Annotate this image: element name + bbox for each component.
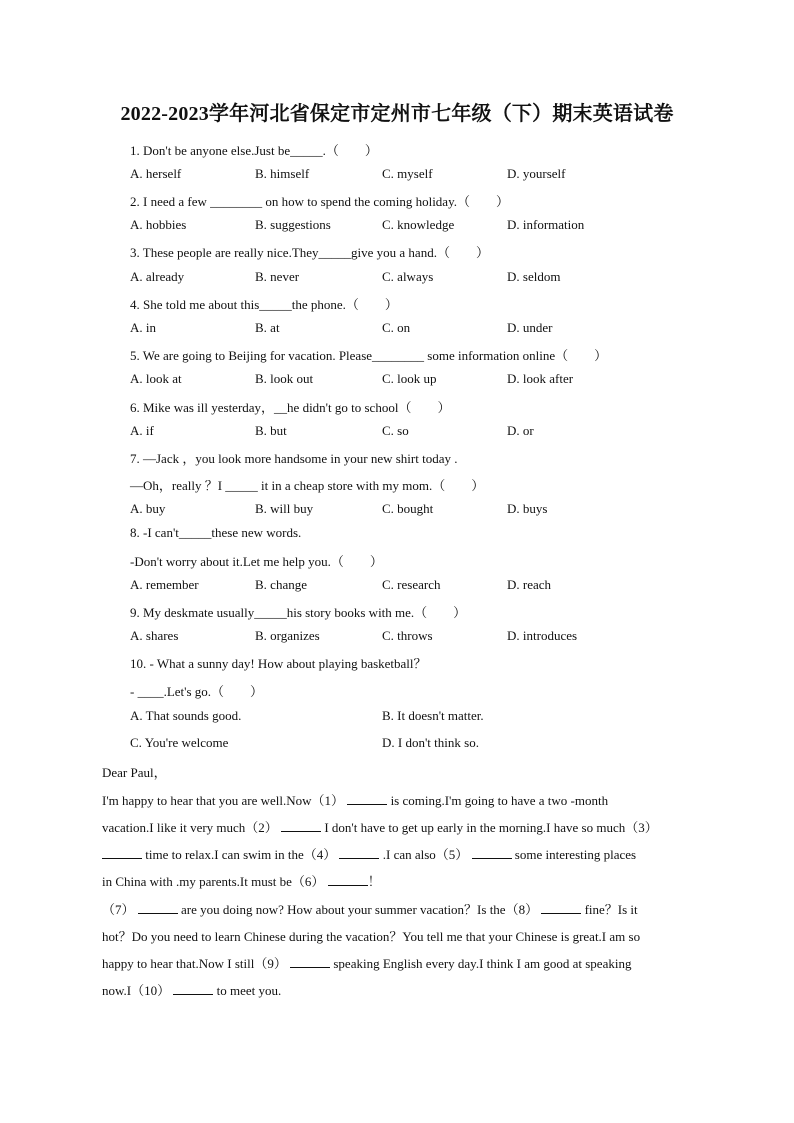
question-4-option-c: C. on (382, 320, 411, 335)
question-7-stem-continued: —Oh，really ？I _____ it in a cheap store with my mom.（ ） (130, 478, 485, 493)
passage-text: to meet you. (213, 983, 282, 998)
question-10-stem: 10. - What a sunny day! How about playing basketball？ (130, 656, 427, 671)
question-3-option-c: C. always (382, 269, 434, 284)
question-2-option-b: B. suggestions (255, 217, 331, 232)
question-6-option-a: A. if (130, 423, 154, 438)
passage-text: are you doing now? How about your summer vacation？Is the（8） (177, 902, 542, 917)
question-7-option-b: B. will buy (255, 501, 314, 516)
question-8-option-d: D. reach (507, 577, 552, 592)
fill-in-blank (138, 902, 178, 914)
question-7-stem: 7. —Jack ，you look more handsome in your new shirt today . (130, 451, 458, 466)
passage-text: .I can also（5） (379, 847, 472, 862)
passage-text: hot？Do you need to learn Chinese during the vacation？You tell me that your Chinese is great.I am so (102, 929, 641, 944)
passage-text: time to relax.I can swim in the（4） (142, 847, 340, 862)
fill-in-blank (281, 820, 321, 832)
question-2-option-d: D. information (507, 217, 585, 232)
question-7-option-d: D. buys (507, 501, 548, 516)
passage-line (102, 817, 658, 836)
question-4-option-b: B. at (255, 320, 280, 335)
question-5-option-d: D. look after (507, 371, 574, 386)
passage-text: happy to hear that.Now I still（9） (102, 956, 291, 971)
question-2-stem: 2. I need a few ________ on how to spend the coming holiday.（ ） (130, 194, 509, 209)
question-7-option-c: C. bought (382, 501, 434, 516)
question-1-option-a: A. herself (130, 166, 182, 181)
question-8-option-c: C. research (382, 577, 441, 592)
question-9-option-c: C. throws (382, 628, 433, 643)
question-6-option-d: D. or (507, 423, 534, 438)
passage-text: vacation.I like it very much（2） (102, 820, 282, 835)
passage-line (102, 790, 608, 809)
passage-text: speaking English every day.I think I am good at speaking (330, 956, 632, 971)
passage-text: ！ (367, 874, 381, 889)
question-5-option-a: A. look at (130, 371, 182, 386)
fill-in-blank (339, 847, 379, 859)
question-1-stem: 1. Don't be anyone else.Just be_____.（ ） (130, 143, 378, 158)
question-2-option-a: A. hobbies (130, 217, 187, 232)
fill-in-blank (102, 847, 142, 859)
question-4-option-d: D. under (507, 320, 553, 335)
passage-text: is coming.I'm going to have a two -month (387, 793, 609, 808)
question-5-option-b: B. look out (255, 371, 314, 386)
passage-text: I'm happy to hear that you are well.Now（1） (102, 793, 348, 808)
passage-line (102, 953, 631, 972)
question-3-option-d: D. seldom (507, 269, 561, 284)
question-10-option-d: D. I don't think so. (382, 735, 479, 750)
question-10-option-b: B. It doesn't matter. (382, 708, 484, 723)
question-4-stem: 4. She told me about this_____the phone.（ ） (130, 297, 398, 312)
question-5-stem: 5. We are going to Beijing for vacation. Please________ some information online（ ） (130, 348, 608, 363)
passage-text: some interesting places (511, 847, 637, 862)
passage-line (102, 844, 636, 863)
question-1-option-d: D. yourself (507, 166, 566, 181)
question-8-stem-continued: -Don't worry about it.Let me help you.（ ） (130, 554, 383, 569)
passage-text: fine？Is it (581, 902, 638, 917)
page-title: 2022-2023学年河北省保定市定州市七年级（下）期末英语试卷 (120, 103, 674, 125)
passage-text: now.I（10） (102, 983, 174, 998)
question-5-option-c: C. look up (382, 371, 437, 386)
question-1-option-c: C. myself (382, 166, 433, 181)
question-4-option-a: A. in (130, 320, 156, 335)
passage-text: （7） (102, 902, 138, 917)
passage-line (102, 899, 638, 918)
question-9-stem: 9. My deskmate usually_____his story books with me.（ ） (130, 605, 467, 620)
passage-line (102, 871, 381, 890)
question-10-option-a: A. That sounds good. (130, 708, 242, 723)
question-3-option-b: B. never (255, 269, 300, 284)
question-3-option-a: A. already (130, 269, 185, 284)
question-6-option-b: B. but (255, 423, 287, 438)
question-9-option-b: B. organizes (255, 628, 320, 643)
passage-text: I don't have to get up early in the morning.I have so much（3） (321, 820, 658, 835)
fill-in-blank (541, 902, 581, 914)
question-9-option-a: A. shares (130, 628, 179, 643)
fill-in-blank (328, 874, 368, 886)
question-6-stem: 6. Mike was ill yesterday，__he didn't go to school（ ） (130, 400, 451, 415)
question-6-option-c: C. so (382, 423, 409, 438)
question-8-stem: 8. -I can't_____these new words. (130, 525, 302, 540)
passage-text: in China with .my parents.It must be（6） (102, 874, 328, 889)
question-1-option-b: B. himself (255, 166, 310, 181)
passage-line (102, 980, 281, 999)
letter-greeting: Dear Paul， (102, 765, 167, 780)
fill-in-blank (347, 793, 387, 805)
fill-in-blank (290, 956, 330, 968)
fill-in-blank (173, 983, 213, 995)
question-9-option-d: D. introduces (507, 628, 578, 643)
question-2-option-c: C. knowledge (382, 217, 455, 232)
fill-in-blank (472, 847, 512, 859)
question-7-option-a: A. buy (130, 501, 166, 516)
question-10-option-c: C. You're welcome (130, 735, 229, 750)
question-10-stem-continued: - ____.Let's go.（ ） (130, 684, 264, 699)
question-8-option-b: B. change (255, 577, 307, 592)
passage-line (102, 926, 640, 945)
question-3-stem: 3. These people are really nice.They_____give you a hand.（ ） (130, 245, 489, 260)
question-8-option-a: A. remember (130, 577, 199, 592)
